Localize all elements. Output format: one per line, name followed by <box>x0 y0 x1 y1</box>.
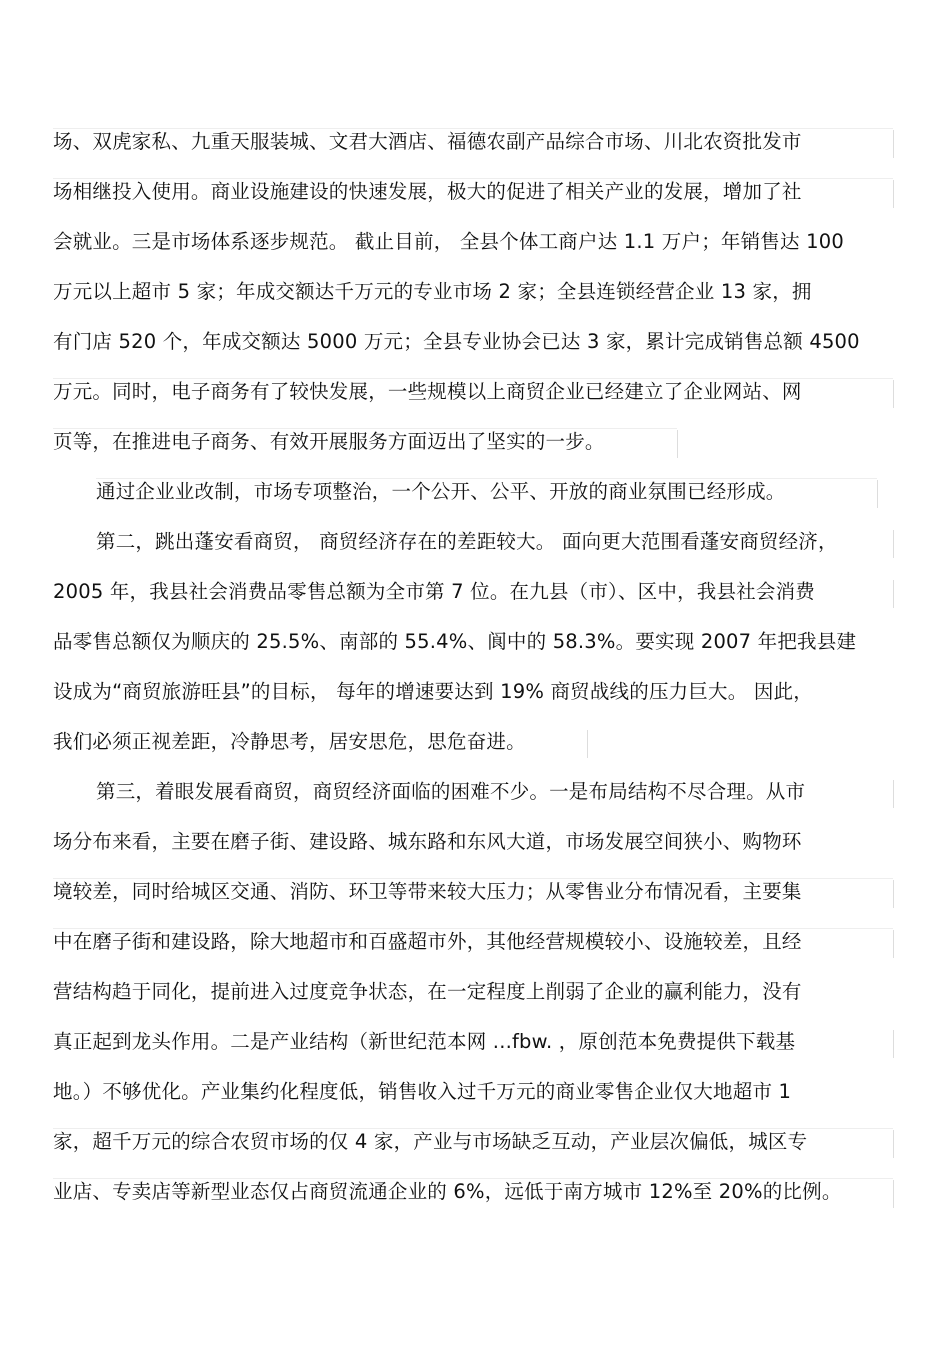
scan-rule <box>893 1180 894 1208</box>
text-line: 场相继投入使用。商业设施建设的快速发展，极大的促进了相关产业的发展，增加了社 <box>53 180 802 203</box>
scan-guide <box>53 428 677 429</box>
text-line: 地。）不够优化。产业集约化程度低，销售收入过千万元的商业零售企业仅大地超市 1 <box>53 1080 792 1103</box>
scan-guide <box>53 178 893 179</box>
scan-rule <box>893 380 894 408</box>
text-line: 2005 年，我县社会消费品零售总额为全市第 7 位。在九县（市）、区中，我县社会消费 <box>53 580 815 603</box>
text-line: 业店、专卖店等新型业态仅占商贸流通企业的 6%，远低于南方城市 12%至 20%的比例。 <box>53 1180 842 1203</box>
scan-rule <box>893 180 894 208</box>
scan-guide <box>53 128 893 129</box>
scan-guide <box>53 1128 893 1129</box>
scan-guide <box>53 1178 893 1179</box>
scan-rule <box>893 530 894 558</box>
scan-guide <box>53 378 893 379</box>
paragraph-first-line: 第二，跳出蓬安看商贸， 商贸经济存在的差距较大。 面向更大范围看蓬安商贸经济， <box>96 530 838 553</box>
scan-rule <box>893 930 894 958</box>
scan-rule <box>893 580 894 608</box>
scan-guide <box>53 928 893 929</box>
text-line: 真正起到龙头作用。二是产业结构（新世纪范本网 ...fbw. ，原创范本免费提供下载基 <box>53 1030 796 1053</box>
scan-rule <box>893 1030 894 1058</box>
text-line: 设成为“商贸旅游旺县”的目标， 每年的增速要达到 19% 商贸战线的压力巨大。 因此， <box>53 680 813 703</box>
text-line: 营结构趋于同化，提前进入过度竞争状态，在一定程度上削弱了企业的赢利能力，没有 <box>53 980 802 1003</box>
text-line: 场、双虎家私、九重天服装城、文君大酒店、福德农副产品综合市场、川北农资批发市 <box>53 130 802 153</box>
scan-rule <box>877 480 878 508</box>
scan-guide <box>53 878 893 879</box>
text-line: 中在磨子街和建设路，除大地超市和百盛超市外，其他经营规模较小、设施较差，且经 <box>53 930 802 953</box>
scan-rule <box>893 880 894 908</box>
scan-rule <box>587 730 588 758</box>
text-line: 万元。同时，电子商务有了较快发展，一些规模以上商贸企业已经建立了企业网站、网 <box>53 380 802 403</box>
text-line: 家，超千万元的综合农贸市场的仅 4 家，产业与市场缺乏互动，产业层次偏低，城区专 <box>53 1130 808 1153</box>
text-line: 品零售总额仅为顺庆的 25.5%、南部的 55.4%、阆中的 58.3%。要实现 2007 年把我县建 <box>53 630 857 653</box>
scan-rule <box>677 430 678 458</box>
scan-guide <box>96 478 877 479</box>
text-line: 有门店 520 个，年成交额达 5000 万元；全县专业协会已达 3 家，累计完成销售总额 4500 <box>53 330 860 353</box>
scan-rule <box>893 1130 894 1158</box>
paragraph-first-line: 通过企业业改制，市场专项整治，一个公开、公平、开放的商业氛围已经形成。 <box>96 480 786 503</box>
text-line: 会就业。三是市场体系逐步规范。 截止目前， 全县个体工商户达 1.1 万户；年销售达 100 <box>53 230 844 253</box>
text-line: 场分布来看，主要在磨子街、建设路、城东路和东风大道，市场发展空间狭小、购物环 <box>53 830 802 853</box>
paragraph-first-line: 第三，着眼发展看商贸，商贸经济面临的困难不少。一是布局结构不尽合理。从市 <box>96 780 806 803</box>
scan-rule <box>893 780 894 808</box>
text-line: 万元以上超市 5 家；年成交额达千万元的专业市场 2 家；全县连锁经营企业 13 家，拥 <box>53 280 812 303</box>
text-line: 页等，在推进电子商务、有效开展服务方面迈出了坚实的一步。 <box>53 430 605 453</box>
scan-rule <box>893 130 894 158</box>
text-line: 我们必须正视差距，冷静思考，居安思危，思危奋进。 <box>53 730 526 753</box>
text-line: 境较差，同时给城区交通、消防、环卫等带来较大压力；从零售业分布情况看，主要集 <box>53 880 802 903</box>
